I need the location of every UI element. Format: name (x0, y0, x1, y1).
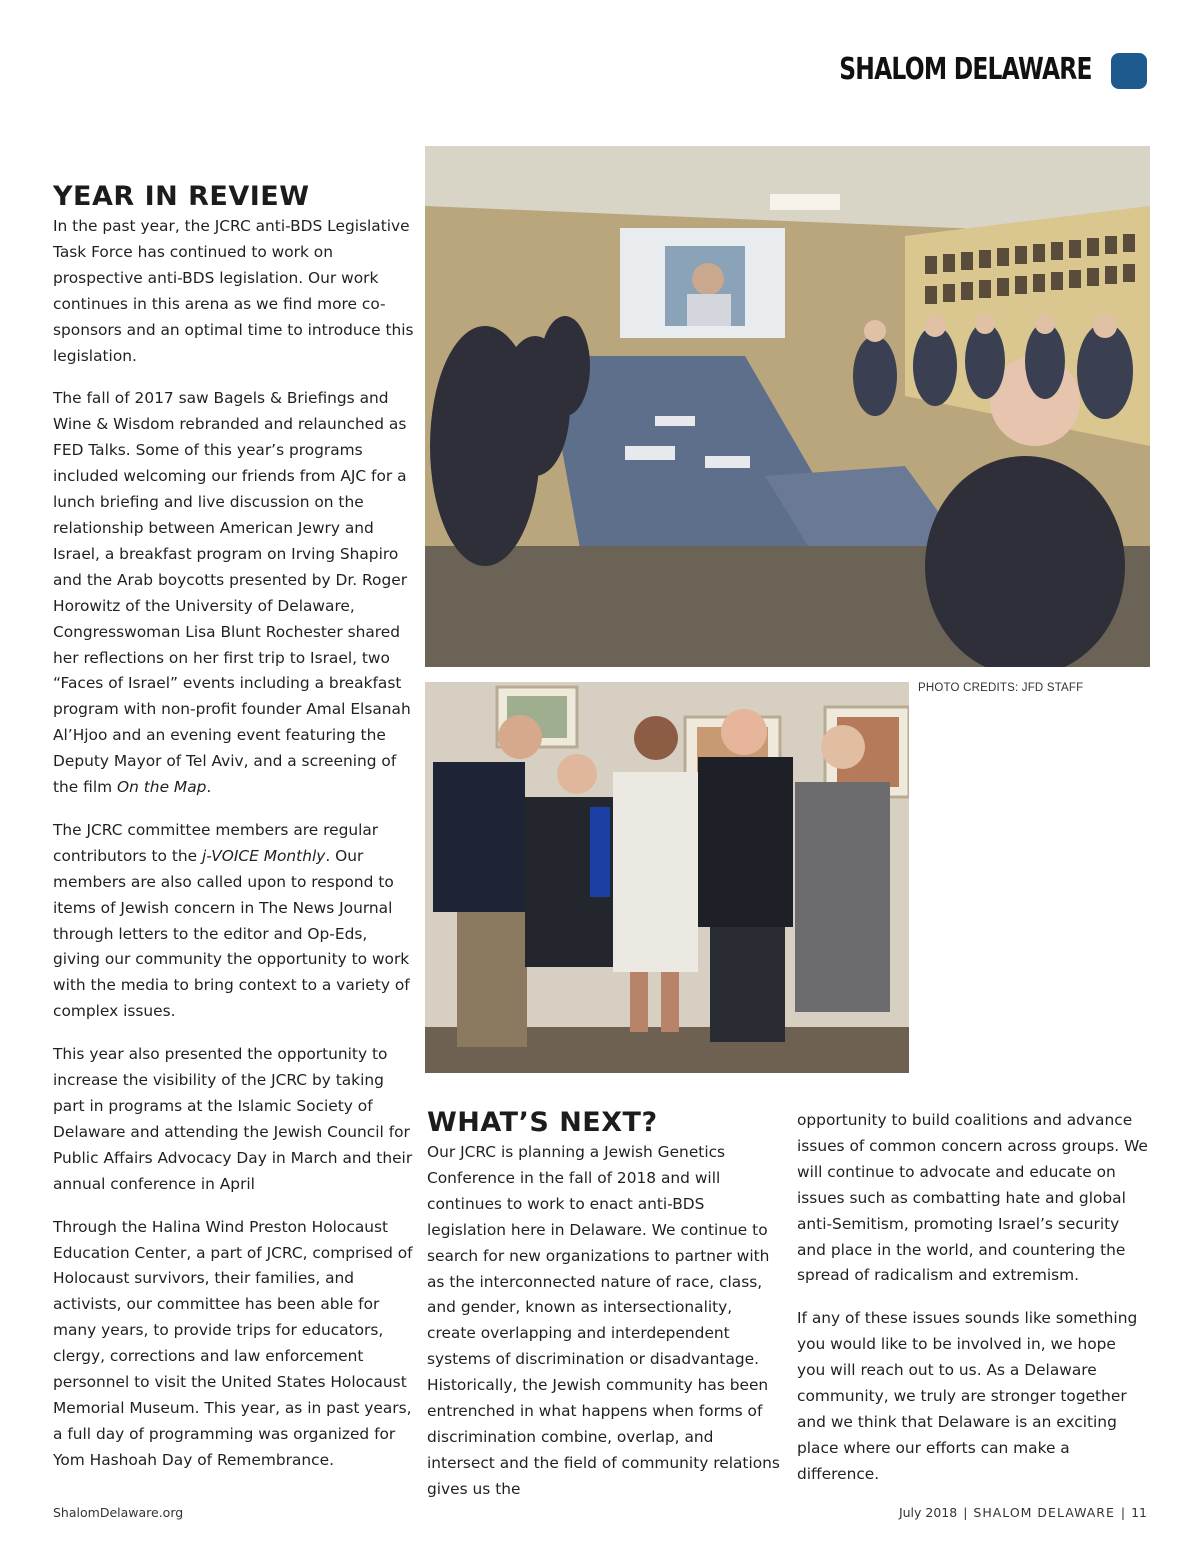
footer-separator: | (1120, 1505, 1126, 1520)
publication-title: j-VOICE Monthly (201, 846, 326, 865)
paragraph: Our JCRC is planning a Jewish Genetics Conference in the fall of 2018 and will continues to work to enact anti-BDS legislation here in Delaware. We continue to search for new organizations to partner with as the interconnected nature of race, class, and gender, known as intersectionality, create overlapping and interdependent systems of discrimination or disadvantage. Historically, the Jewish community has been entrenched in what happens when forms of discrimination combine, overlap, and intersect and the field of community relations gives us the (427, 1143, 780, 1498)
paragraph: The fall of 2017 saw Bagels & Briefings and Wine & Wisdom rebranded and relaunched as FED Talks. Some of this year’s programs included welcoming our friends from AJC for a lunch briefing and live discussion on the relationship between American Jewry and Israel, a breakfast program on Irving Shapiro and the Arab boycotts presented by Dr. Roger Horowitz of the University of Delaware, Congresswoman Lisa Blunt Rochester shared her reflections on her first trip to Israel, two “Faces of Israel” events including a breakfast program with non-profit founder Amal Elsanah Al’Hjoo and an evening event featuring the Deputy Mayor of Tel Aviv, and a screening of the film On the Map. (53, 389, 411, 797)
page-number: 11 (1131, 1505, 1147, 1520)
footer-publication: SHALOM DELAWARE (973, 1505, 1115, 1520)
paragraph: This year also presented the opportunity to increase the visibility of the JCRC by taking part in programs at the Islamic Society of Delaware and attending the Jewish Council for Public Affairs Advocacy Day in March and their annual conference in April (53, 1045, 413, 1193)
paragraph: Through the Halina Wind Preston Holocaust Education Center, a part of JCRC, comprised of Holocaust survivors, their families, and activists, our committee has been able for many years, to provide trips for educators, clergy, corrections and law enforcement personnel to visit the United States Holocaust Memorial Museum. This year, as in past years, a full day of programming was organized for Yom Hashoah Day of Remembrance. (53, 1217, 413, 1469)
paragraph: In the past year, the JCRC anti-BDS Legislative Task Force has continued to work on prospective anti-BDS legislation. Our work continues in this arena as we find more co-sponsors and an optimal time to introduce this legislation. (53, 217, 414, 365)
footer-website: ShalomDelaware.org (53, 1505, 184, 1520)
photo-credit: PHOTO CREDITS: JFD STAFF (918, 682, 1084, 694)
paragraph: If any of these issues sounds like something you would like to be involved in, we hope you will reach out to us. As a Delaware community, we truly are stronger together and we think that Delaware is an exciting place where our efforts can make a difference. (797, 1309, 1138, 1483)
year-in-review-body (53, 214, 415, 1474)
whats-next-column-2 (797, 1108, 1149, 1488)
whats-next-column-1 (427, 1140, 782, 1503)
meeting-room-photo (425, 146, 1150, 667)
publication-name: SHALOM DELAWARE (839, 52, 1092, 87)
footer-separator: | (963, 1505, 968, 1520)
year-in-review-heading: YEAR IN REVIEW (53, 181, 310, 212)
whats-next-heading: WHAT’S NEXT? (427, 1107, 658, 1138)
brand-accent-square (1111, 53, 1147, 89)
group-photo (425, 682, 909, 1073)
paragraph: The JCRC committee members are regular contributors to the j-VOICE Monthly. Our members are also called upon to respond to items of Jewish concern in The News Journal through letters to the editor and Op-Eds, giving our community the opportunity to work with the media to bring context to a variety of complex issues. (53, 820, 410, 1021)
footer-page-info (899, 1505, 1147, 1520)
footer-issue-date: July 2018 (898, 1505, 958, 1520)
film-title: On the Map (117, 778, 207, 797)
paragraph: opportunity to build coalitions and advance issues of common concern across groups. We will continue to advocate and educate on issues such as combatting hate and global anti-Semitism, promoting Israel’s security and place in the world, and countering the spread of radicalism and extremism. (797, 1111, 1148, 1285)
